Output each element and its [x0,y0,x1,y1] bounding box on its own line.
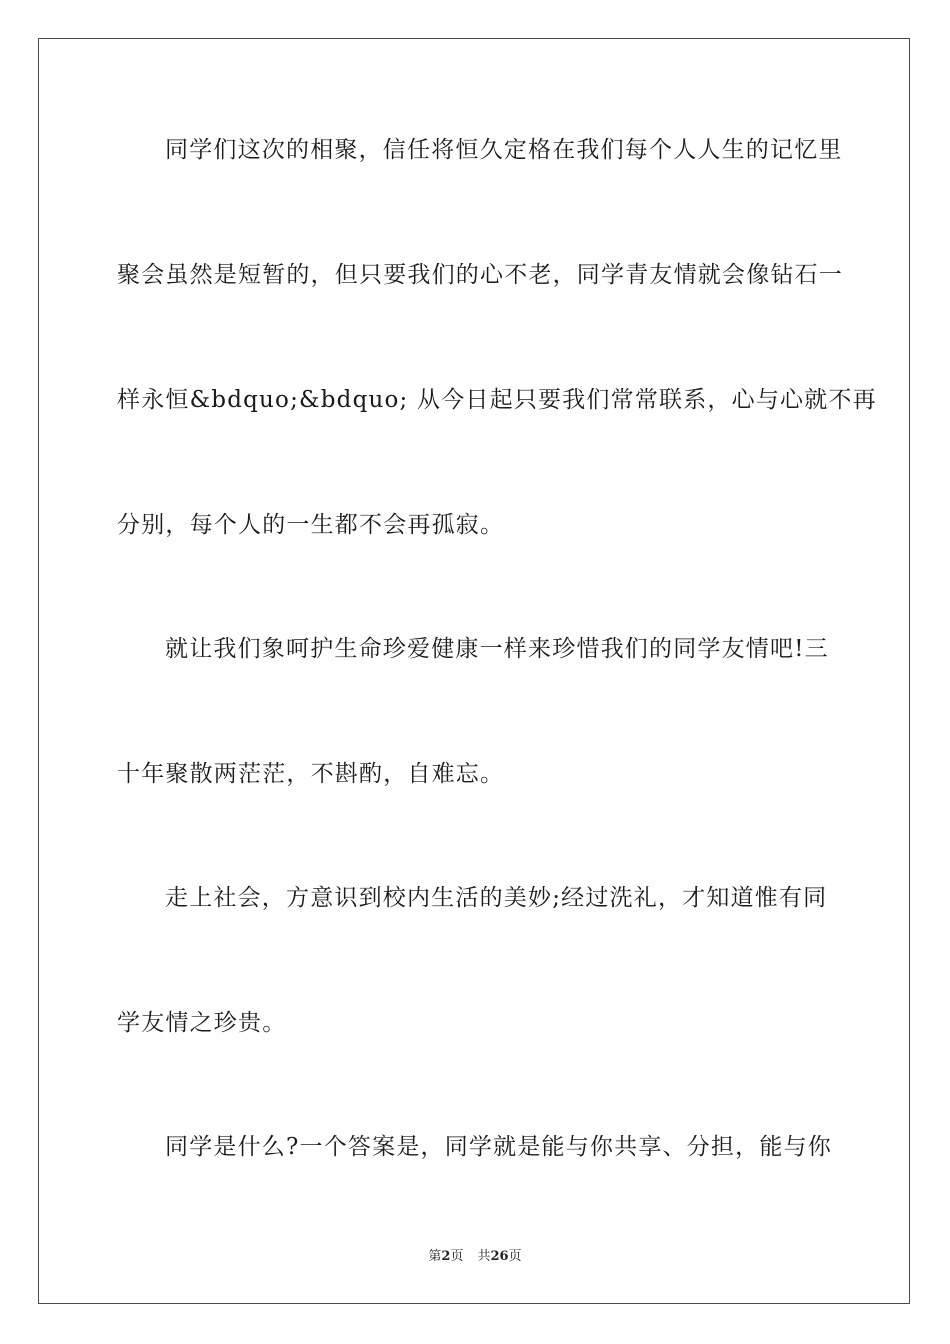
paragraph-2-line-2: 十年聚散两茫茫，不斟酌，自难忘。 [117,761,505,787]
paragraph-1-line-2: 聚会虽然是短暂的，但只要我们的心不老，同学青友情就会像钻石一 [117,262,843,288]
page-current: 2 [441,1249,451,1264]
paragraph-2-line-1: 就让我们象呵护生命珍爱健康一样来珍惜我们的同学友情吧!三 [165,636,829,662]
total-prefix: 共 [477,1249,491,1264]
page-border [38,38,910,1304]
page-suffix: 页 [450,1249,464,1264]
total-suffix: 页 [508,1249,522,1264]
page-footer [0,1248,950,1266]
paragraph-3-line-2: 学友情之珍贵。 [117,1010,287,1036]
page-total: 26 [490,1249,509,1264]
paragraph-4-line-1: 同学是什么?一个答案是，同学就是能与你共享、分担，能与你 [165,1134,832,1160]
page-prefix: 第 [428,1249,442,1264]
paragraph-1-line-3: 样永恒&bdquo;&bdquo; 从今日起只要我们常常联系，心与心就不再 [117,387,877,413]
paragraph-3-line-1: 走上社会，方意识到校内生活的美妙;经过洗礼，才知道惟有同 [165,885,828,911]
paragraph-1-line-1: 同学们这次的相聚，信任将恒久定格在我们每个人人生的记忆里 [165,137,843,163]
paragraph-1-line-4: 分别，每个人的一生都不会再孤寂。 [117,512,505,538]
